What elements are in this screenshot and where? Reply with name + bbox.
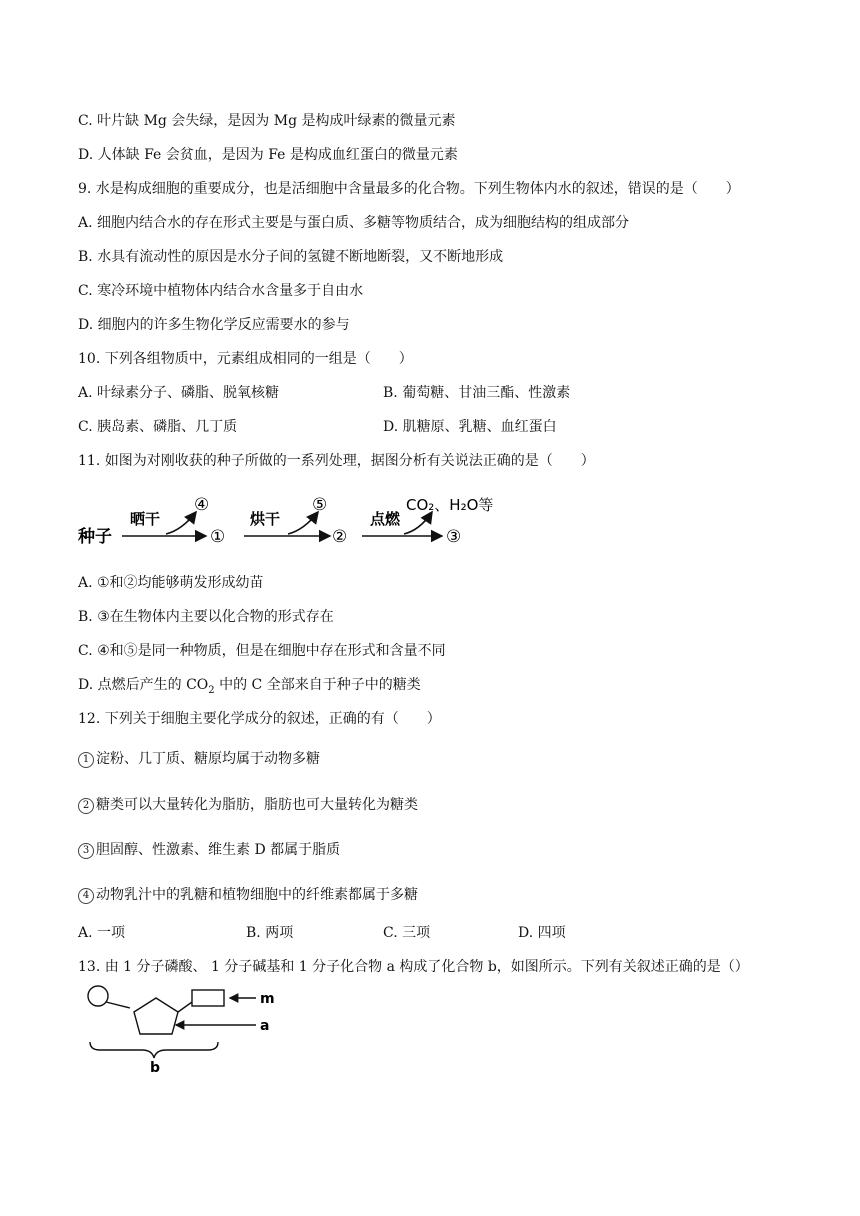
q12-statement-2: 2 糖类可以大量转化为脂肪，脂肪也可大量转化为糖类 [78, 795, 418, 815]
q9-stem: 9. 水是构成细胞的重要成分，也是活细胞中含量最多的化合物。下列生物体内水的叙述，错误的是（ ） [78, 181, 740, 197]
base-rectangle [192, 990, 224, 1006]
label-b: b [150, 1060, 161, 1076]
q9-option-c: C. 寒冷环境中植物体内结合水含量多于自由水 [78, 283, 364, 299]
step-bake-label: 烘干 [250, 510, 281, 528]
seed-label: 种子 [78, 527, 112, 547]
q10-option-a: A. 叶绿素分子、磷脂、脱氧核糖 [78, 385, 280, 401]
q11-stem: 11. 如图为对刚收获的种子所做的一系列处理，据图分析有关说法正确的是（ ） [78, 453, 595, 469]
q13-stem: 13. 由 1 分子磷酸、 1 分子碱基和 1 分子化合物 a 构成了化合物 b，如图所示。下列有关叙述正确的是（） [78, 959, 749, 975]
brace-b [90, 1042, 218, 1058]
q12-statement-1: 1 淀粉、几丁质、糖原均属于动物多糖 [78, 749, 320, 769]
step-burn-label: 点燃 [370, 510, 401, 528]
result-1: ① [210, 527, 226, 547]
q11-option-a: A. ①和②均能够萌发形成幼苗 [78, 575, 264, 591]
q9-option-b: B. 水具有流动性的原因是水分子间的氢键不断地断裂，又不断地形成 [78, 249, 504, 265]
phosphate-circle [88, 986, 108, 1006]
q10-stem: 10. 下列各组物质中，元素组成相同的一组是（ ） [78, 351, 413, 367]
products-label: CO₂、H₂O等 [406, 496, 494, 514]
q11-option-b: B. ③在生物体内主要以化合物的形式存在 [78, 609, 334, 625]
q11-option-c: C. ④和⑤是同一种物质，但是在细胞中存在形式和含量不同 [78, 643, 446, 659]
q8-option-d: D. 人体缺 Fe 会贫血，是因为 Fe 是构成血红蛋白的微量元素 [78, 147, 458, 163]
q8-option-c: C. 叶片缺 Mg 会失绿，是因为 Mg 是构成叶绿素的微量元素 [78, 113, 456, 129]
q12-option-b: B. 两项 [246, 925, 294, 941]
circled-number-4: 4 [78, 888, 94, 904]
q12-statement-4: 4 动物乳汁中的乳糖和植物细胞中的纤维素都属于多糖 [78, 885, 418, 905]
q12-option-a: A. 一项 [78, 925, 126, 941]
q12-option-d: D. 四项 [518, 925, 566, 941]
label-a: a [260, 1018, 270, 1034]
label-m: m [260, 991, 275, 1007]
q10-option-b: B. 葡萄糖、甘油三酯、性激素 [383, 385, 571, 401]
step-dry-label: 晒干 [130, 510, 161, 528]
q12-option-c: C. 三项 [383, 925, 431, 941]
circled-number-1: 1 [78, 752, 94, 768]
result-5: ⑤ [312, 495, 328, 515]
q10-option-d: D. 肌糖原、乳糖、血红蛋白 [383, 419, 557, 435]
nucleotide-diagram [80, 984, 280, 1076]
q12-stem: 12. 下列关于细胞主要化学成分的叙述，正确的有（ ） [78, 711, 441, 727]
result-3: ③ [446, 527, 462, 547]
q10-option-c: C. 胰岛素、磷脂、几丁质 [78, 419, 238, 435]
seed-treatment-diagram [74, 490, 534, 552]
circled-number-3: 3 [78, 843, 94, 859]
result-2: ② [332, 527, 348, 547]
q9-option-a: A. 细胞内结合水的存在形式主要是与蛋白质、多糖等物质结合，成为细胞结构的组成部分 [78, 215, 630, 231]
result-4: ④ [194, 495, 210, 515]
q9-option-d: D. 细胞内的许多生物化学反应需要水的参与 [78, 317, 350, 333]
circled-number-2: 2 [78, 798, 94, 814]
q12-statement-3: 3 胆固醇、性激素、维生素 D 都属于脂质 [78, 840, 340, 860]
q11-option-d: D. 点燃后产生的 $CO_2$ 中的 C 全部来自于种子中的糖类 [78, 677, 421, 696]
pentose-pentagon [134, 998, 178, 1034]
